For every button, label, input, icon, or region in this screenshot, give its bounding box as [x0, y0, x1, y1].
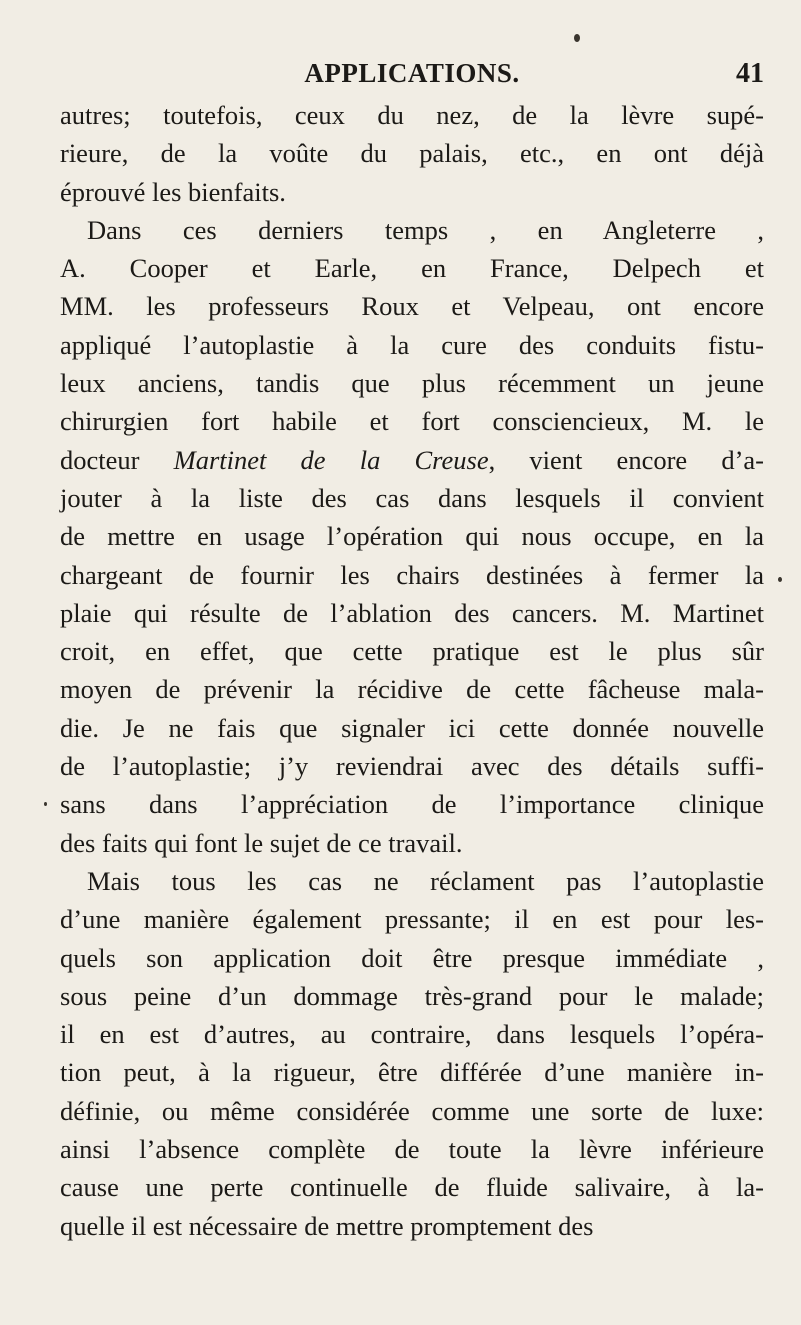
- text-line: définie, ou même considérée comme une sorte de luxe:: [60, 1095, 764, 1126]
- running-title: APPLICATIONS.: [304, 58, 520, 88]
- text-line: il en est d’autres, au contraire, dans lesquels l’opéra-: [60, 1019, 764, 1050]
- text-line: jouter à la liste des cas dans lesquels il convient: [60, 482, 764, 513]
- running-head: [60, 50, 764, 90]
- text-line: des faits qui font le sujet de ce travail.: [60, 827, 463, 858]
- text-line: chargeant de fournir les chairs destinées à fermer la: [60, 559, 764, 590]
- text-line: cause une perte continuelle de fluide salivaire, à la-: [60, 1172, 764, 1203]
- text-line: Mais tous les cas ne réclament pas l’autoplastie: [87, 865, 764, 896]
- text-line: leux anciens, tandis que plus récemment un jeune: [60, 368, 764, 399]
- text-line: sans dans l’appréciation de l’importance clinique: [60, 789, 764, 820]
- text-line: tion peut, à la rigueur, être différée d’une manière in-: [60, 1057, 764, 1088]
- italic-name: Martinet de la Creuse: [173, 444, 489, 475]
- text-line: croit, en effet, que cette pratique est le plus sûr: [60, 636, 764, 667]
- text-line: éprouvé les bienfaits.: [60, 176, 286, 207]
- text-segment: docteur: [60, 444, 174, 475]
- text-line: quelle il est nécessaire de mettre promptement des: [60, 1210, 594, 1241]
- text-line: MM. les professeurs Roux et Velpeau, ont encore: [60, 291, 764, 322]
- text-line: plaie qui résulte de l’ablation des cancers. M. Martinet: [60, 597, 764, 628]
- page-number: 41: [736, 58, 764, 89]
- text-segment: , vient encore d’a-: [488, 444, 765, 475]
- text-line: appliqué l’autoplastie à la cure des conduits fistu-: [60, 329, 764, 360]
- text-line: moyen de prévenir la récidive de cette fâcheuse mala-: [60, 674, 764, 705]
- text-line: [60, 441, 764, 479]
- body-text: [60, 96, 764, 1245]
- text-line: de l’autoplastie; j’y reviendrai avec des détails suffi-: [60, 751, 764, 782]
- ink-speck: [778, 577, 782, 582]
- text-line: d’une manière également pressante; il en est pour les-: [60, 904, 764, 935]
- text-line: quels son application doit être presque immédiate ,: [60, 942, 764, 973]
- ink-speck: [44, 802, 47, 806]
- text-line: ainsi l’absence complète de toute la lèvre inférieure: [60, 1134, 764, 1165]
- text-line: chirurgien fort habile et fort consciencieux, M. le: [60, 406, 764, 437]
- text-line: autres; toutefois, ceux du nez, de la lèvre supé-: [60, 100, 764, 130]
- text-line: de mettre en usage l’opération qui nous occupe, en la: [60, 521, 764, 552]
- text-line: rieure, de la voûte du palais, etc., en ont déjà: [60, 138, 764, 169]
- text-line: die. Je ne fais que signaler ici cette donnée nouvelle: [60, 712, 764, 743]
- text-line: A. Cooper et Earle, en France, Delpech et: [60, 253, 764, 284]
- text-line: sous peine d’un dommage très-grand pour le malade;: [60, 980, 764, 1011]
- ink-speck: [574, 34, 580, 42]
- text-line: Dans ces derniers temps , en Angleterre ,: [87, 214, 764, 245]
